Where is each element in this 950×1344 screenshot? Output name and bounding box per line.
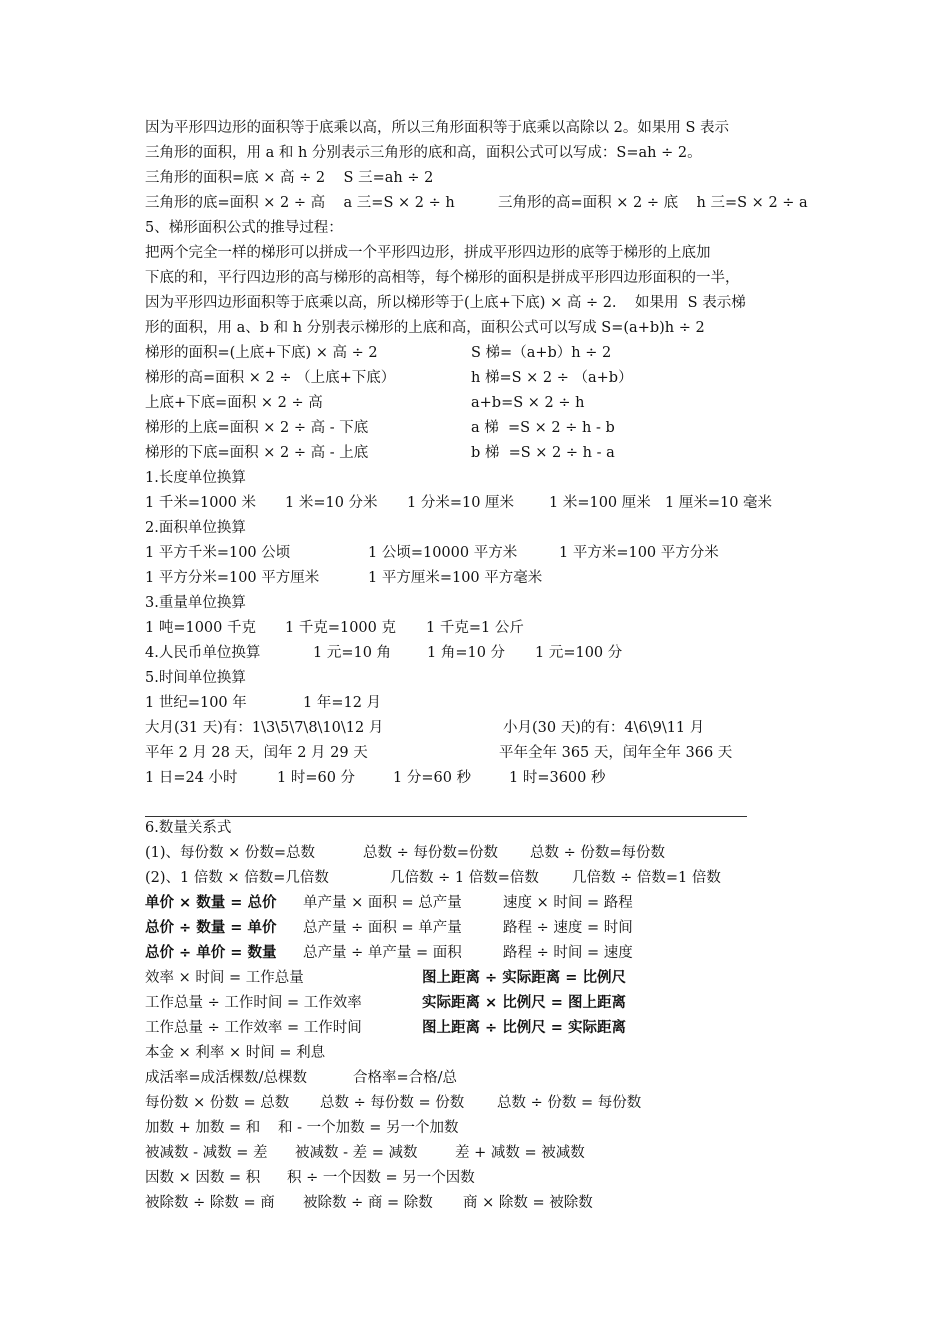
- text-line: 被减数 - 减数 = 差: [145, 1145, 268, 1161]
- text-line: 1 元=10 角: [313, 645, 392, 661]
- text-line: 1 千克=1 公斤: [426, 620, 524, 636]
- text-line: 几倍数 ÷ 倍数=1 倍数: [572, 870, 721, 886]
- text-line: 速度 × 时间 = 路程: [503, 895, 633, 911]
- text-line: 梯形的下底=面积 × 2 ÷ 高 - 上底: [145, 445, 369, 461]
- text-line: 1 平方厘米=100 平方毫米: [368, 570, 543, 586]
- text-line: 三角形的面积=底 × 高 ÷ 2 S 三=ah ÷ 2: [145, 170, 434, 186]
- text-line: 1 米=100 厘米: [549, 495, 651, 511]
- text-line: 1 时=60 分: [277, 770, 356, 786]
- text-line: (1)、每份数 × 份数=总数: [145, 845, 316, 861]
- text-line: 平年全年 365 天，闰年全年 366 天: [499, 745, 733, 761]
- text-line: 1 日=24 小时: [145, 770, 238, 786]
- text-line: 1 千克=1000 克: [285, 620, 396, 636]
- text-line: 4.人民币单位换算: [145, 645, 261, 661]
- text-line: 1 米=10 分米: [285, 495, 378, 511]
- text-line: 1 千米=1000 米: [145, 495, 256, 511]
- text-line: 1 平方米=100 平方分米: [559, 545, 719, 561]
- text-line: a 梯 =S × 2 ÷ h - b: [471, 420, 615, 436]
- text-line: 工作总量 ÷ 工作效率 = 工作时间: [145, 1020, 362, 1036]
- text-line: 总产量 ÷ 单产量 = 面积: [303, 945, 462, 961]
- text-line: 3.重量单位换算: [145, 595, 246, 611]
- text-line: 1 世纪=100 年: [145, 695, 247, 711]
- text-line: 实际距离 × 比例尺 = 图上距离: [422, 995, 626, 1011]
- text-line: 效率 × 时间 = 工作总量: [145, 970, 304, 986]
- text-line: 加数 + 加数 = 和: [145, 1120, 261, 1136]
- text-line: 被除数 ÷ 除数 = 商: [145, 1195, 275, 1211]
- text-line: 总产量 ÷ 面积 = 单产量: [303, 920, 462, 936]
- text-line: 图上距离 ÷ 实际距离 = 比例尺: [422, 970, 626, 986]
- text-line: 总价 ÷ 数量 = 单价: [145, 920, 277, 936]
- text-line: 几倍数 ÷ 1 倍数=倍数: [390, 870, 539, 886]
- text-line: h 梯=S × 2 ÷ （a+b）: [471, 370, 633, 386]
- text-line: 总价 ÷ 单价 = 数量: [145, 945, 277, 961]
- text-line: 单价 × 数量 = 总价: [145, 895, 277, 911]
- text-line: 路程 ÷ 速度 = 时间: [503, 920, 633, 936]
- text-line: 工作总量 ÷ 工作时间 = 工作效率: [145, 995, 362, 1011]
- text-line: 总数 ÷ 份数 = 每份数: [497, 1095, 642, 1111]
- text-line: 1 吨=1000 千克: [145, 620, 256, 636]
- text-line: 被减数 - 差 = 减数: [295, 1145, 418, 1161]
- text-line: 1 公顷=10000 平方米: [368, 545, 518, 561]
- text-line: 图上距离 ÷ 比例尺 = 实际距离: [422, 1020, 626, 1036]
- text-line: 小月(30 天)的有：4\6\9\11 月: [503, 720, 705, 736]
- text-line: 1 年=12 月: [303, 695, 382, 711]
- text-line: 总数 ÷ 每份数=份数: [363, 845, 499, 861]
- text-line: 梯形的面积=(上底+下底) × 高 ÷ 2: [145, 345, 378, 361]
- text-line: 1 平方千米=100 公顷: [145, 545, 291, 561]
- text-line: 1 平方分米=100 平方厘米: [145, 570, 320, 586]
- text-line: a+b=S × 2 ÷ h: [471, 395, 585, 411]
- text-line: 平年 2 月 28 天，闰年 2 月 29 天: [145, 745, 368, 761]
- text-line: 把两个完全一样的梯形可以拼成一个平形四边形，拼成平形四边形的底等于梯形的上底加: [145, 245, 711, 261]
- text-line: 路程 ÷ 时间 = 速度: [503, 945, 633, 961]
- text-line: 积 ÷ 一个因数 = 另一个因数: [287, 1170, 475, 1186]
- text-line: 6.数量关系式: [145, 820, 232, 836]
- text-line: 商 × 除数 = 被除数: [463, 1195, 593, 1211]
- text-line: 总数 ÷ 份数=每份数: [530, 845, 666, 861]
- text-line: 1 分米=10 厘米: [407, 495, 515, 511]
- text-line: 梯形的高=面积 × 2 ÷ （上底+下底）: [145, 370, 396, 386]
- text-line: 大月(31 天)有：1\3\5\7\8\10\12 月: [145, 720, 384, 736]
- text-line: 和 - 一个加数 = 另一个加数: [278, 1120, 459, 1136]
- text-line: 梯形的上底=面积 × 2 ÷ 高 - 下底: [145, 420, 369, 436]
- text-line: 形的面积，用 a、b 和 h 分别表示梯形的上底和高，面积公式可以写成 S=(a+b)h ÷ 2: [145, 320, 705, 336]
- text-line: 三角形的高=面积 × 2 ÷ 底 h 三=S × 2 ÷ a: [498, 195, 808, 211]
- text-line: 5.时间单位换算: [145, 670, 246, 686]
- text-line: S 梯=（a+b）h ÷ 2: [471, 345, 612, 361]
- text-line: 三角形的面积，用 a 和 h 分别表示三角形的底和高，面积公式可以写成：S=ah ÷ 2。: [145, 145, 702, 161]
- text-line: 1 角=10 分: [427, 645, 506, 661]
- text-line: 下底的和，平行四边形的高与梯形的高相等，每个梯形的面积是拼成平形四边形面积的一半，: [145, 270, 740, 286]
- text-line: 5、梯形面积公式的推导过程：: [145, 220, 343, 236]
- section-divider: [145, 816, 747, 817]
- text-line: 2.面积单位换算: [145, 520, 246, 536]
- text-line: 三角形的底=面积 × 2 ÷ 高 a 三=S × 2 ÷ h: [145, 195, 455, 211]
- text-line: 被除数 ÷ 商 = 除数: [303, 1195, 433, 1211]
- text-line: b 梯 =S × 2 ÷ h - a: [471, 445, 615, 461]
- text-line: 成活率=成活棵数/总棵数: [145, 1070, 308, 1086]
- text-line: 1 元=100 分: [535, 645, 623, 661]
- text-line: 每份数 × 份数 = 总数: [145, 1095, 290, 1111]
- text-line: 差 + 减数 = 被减数: [455, 1145, 585, 1161]
- text-line: (2)、1 倍数 × 倍数=几倍数: [145, 870, 329, 886]
- text-line: 1 分=60 秒: [393, 770, 472, 786]
- text-line: 因为平形四边形面积等于底乘以高，所以梯形等于(上底+下底) × 高 ÷ 2. 如果用 S 表示梯: [145, 295, 746, 311]
- text-line: 1 厘米=10 毫米: [665, 495, 773, 511]
- text-line: 上底+下底=面积 × 2 ÷ 高: [145, 395, 323, 411]
- text-line: 总数 ÷ 每份数 = 份数: [320, 1095, 465, 1111]
- text-line: 1.长度单位换算: [145, 470, 246, 486]
- text-line: 单产量 × 面积 = 总产量: [303, 895, 462, 911]
- text-line: 因为平形四边形的面积等于底乘以高，所以三角形面积等于底乘以高除以 2。如果用 S 表示: [145, 120, 729, 136]
- text-line: 因数 × 因数 = 积: [145, 1170, 261, 1186]
- text-line: 合格率=合格/总: [353, 1070, 458, 1086]
- text-line: 1 时=3600 秒: [509, 770, 606, 786]
- text-line: 本金 × 利率 × 时间 = 利息: [145, 1045, 326, 1061]
